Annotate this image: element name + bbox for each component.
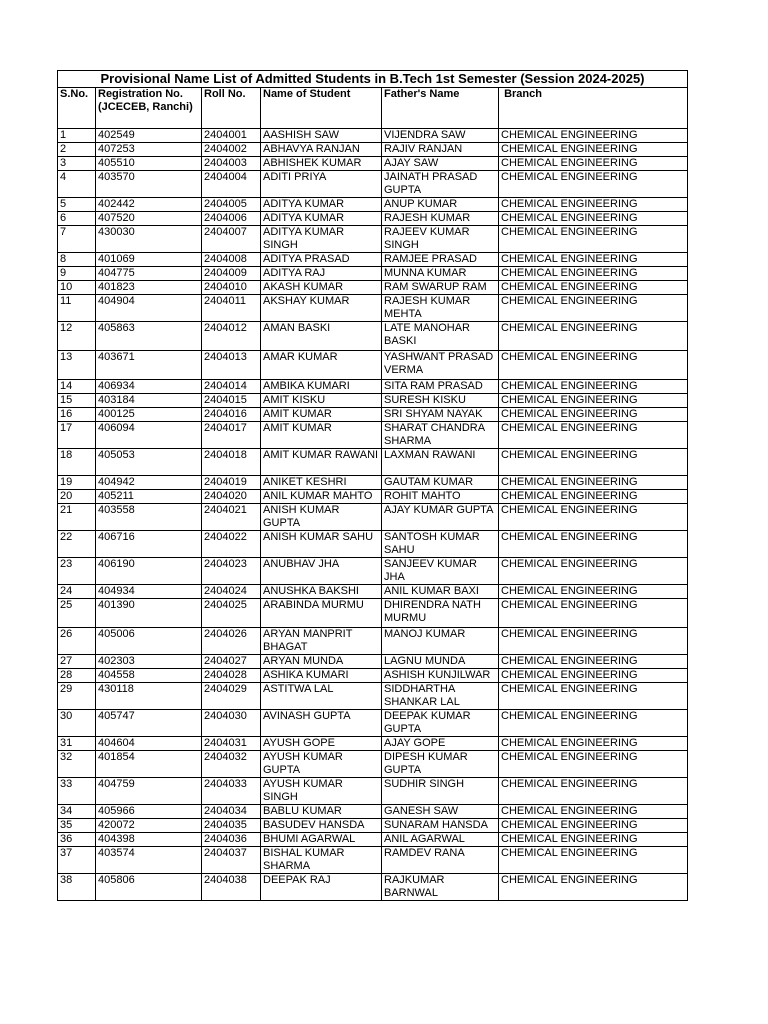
registration-cell: 403671	[96, 351, 202, 380]
student-name-cell: AMIT KUMAR RAWANI	[261, 449, 382, 476]
student-name-cell: BASUDEV HANSDA	[261, 819, 382, 833]
table-row	[58, 778, 688, 805]
father-name-cell: AJAY KUMAR GUPTA	[382, 504, 499, 531]
table-row	[58, 281, 688, 295]
father-name-cell: SANJEEV KUMAR JHA	[382, 558, 499, 585]
table-row	[58, 585, 688, 599]
table-row	[58, 226, 688, 253]
header-registration	[96, 88, 202, 129]
table-row	[58, 267, 688, 281]
table-row	[58, 874, 688, 901]
father-name-cell: RAJIV RANJAN	[382, 143, 499, 157]
sno-cell: 1	[58, 129, 96, 143]
roll-cell: 2404005	[202, 198, 261, 212]
student-name-cell: ADITYA PRASAD	[261, 253, 382, 267]
branch-cell: CHEMICAL ENGINEERING	[499, 585, 688, 599]
table-row	[58, 422, 688, 449]
branch-cell: CHEMICAL ENGINEERING	[499, 394, 688, 408]
roll-cell: 2404034	[202, 805, 261, 819]
roll-cell: 2404025	[202, 599, 261, 628]
roll-cell: 2404004	[202, 171, 261, 198]
roll-cell: 2404028	[202, 669, 261, 683]
registration-cell: 405006	[96, 628, 202, 655]
sno-cell: 35	[58, 819, 96, 833]
student-name-cell: ABHISHEK KUMAR	[261, 157, 382, 171]
registration-cell: 405966	[96, 805, 202, 819]
header-branch	[499, 88, 688, 129]
father-name-cell: RAJEEV KUMAR SINGH	[382, 226, 499, 253]
table-row	[58, 322, 688, 351]
registration-cell: 401823	[96, 281, 202, 295]
table-row	[58, 710, 688, 737]
sno-cell: 20	[58, 490, 96, 504]
branch-cell: CHEMICAL ENGINEERING	[499, 380, 688, 394]
table-row	[58, 490, 688, 504]
student-name-cell: AMIT KUMAR	[261, 422, 382, 449]
student-name-cell: ADITYA RAJ	[261, 267, 382, 281]
registration-cell: 406094	[96, 422, 202, 449]
table-row	[58, 129, 688, 143]
roll-cell: 2404037	[202, 847, 261, 874]
father-name-cell: SUNARAM HANSDA	[382, 819, 499, 833]
branch-cell: CHEMICAL ENGINEERING	[499, 295, 688, 322]
branch-cell: CHEMICAL ENGINEERING	[499, 628, 688, 655]
roll-cell: 2404007	[202, 226, 261, 253]
sno-cell: 30	[58, 710, 96, 737]
sno-cell: 27	[58, 655, 96, 669]
student-name-cell: ARABINDA MURMU	[261, 599, 382, 628]
student-name-cell: ASHIKA KUMARI	[261, 669, 382, 683]
father-name-cell: MUNNA KUMAR	[382, 267, 499, 281]
sno-cell: 14	[58, 380, 96, 394]
father-name-cell: ASHISH KUNJILWAR	[382, 669, 499, 683]
roll-cell: 2404017	[202, 422, 261, 449]
father-name-cell: SITA RAM PRASAD	[382, 380, 499, 394]
student-name-cell: AYUSH KUMAR SINGH	[261, 778, 382, 805]
sno-cell: 38	[58, 874, 96, 901]
table-row	[58, 847, 688, 874]
sno-cell: 29	[58, 683, 96, 710]
header-father: Father's Name	[382, 88, 499, 129]
sno-cell: 15	[58, 394, 96, 408]
father-name-cell: RAMJEE PRASAD	[382, 253, 499, 267]
sno-cell: 9	[58, 267, 96, 281]
student-name-cell: AKASH KUMAR	[261, 281, 382, 295]
branch-cell: CHEMICAL ENGINEERING	[499, 819, 688, 833]
table-row	[58, 253, 688, 267]
branch-cell: CHEMICAL ENGINEERING	[499, 778, 688, 805]
student-name-cell: AASHISH SAW	[261, 129, 382, 143]
roll-cell: 2404013	[202, 351, 261, 380]
table-row	[58, 737, 688, 751]
student-name-cell: ANUBHAV JHA	[261, 558, 382, 585]
sno-cell: 2	[58, 143, 96, 157]
roll-cell: 2404031	[202, 737, 261, 751]
roll-cell: 2404020	[202, 490, 261, 504]
sno-cell: 33	[58, 778, 96, 805]
table-row	[58, 628, 688, 655]
student-name-cell: ADITYA KUMAR	[261, 212, 382, 226]
father-name-cell: DIPESH KUMAR GUPTA	[382, 751, 499, 778]
branch-cell: CHEMICAL ENGINEERING	[499, 422, 688, 449]
student-name-cell: ARYAN MANPRIT BHAGAT	[261, 628, 382, 655]
registration-cell: 404942	[96, 476, 202, 490]
header-name: Name of Student	[261, 88, 382, 129]
father-name-cell: DHIRENDRA NATH MURMU	[382, 599, 499, 628]
table-row	[58, 212, 688, 226]
registration-cell: 401069	[96, 253, 202, 267]
roll-cell: 2404032	[202, 751, 261, 778]
registration-cell: 406934	[96, 380, 202, 394]
roll-cell: 2404021	[202, 504, 261, 531]
student-name-cell: AMBIKA KUMARI	[261, 380, 382, 394]
roll-cell: 2404001	[202, 129, 261, 143]
roll-cell: 2404033	[202, 778, 261, 805]
roll-cell: 2404027	[202, 655, 261, 669]
branch-cell: CHEMICAL ENGINEERING	[499, 531, 688, 558]
branch-cell: CHEMICAL ENGINEERING	[499, 874, 688, 901]
father-name-cell: RAM SWARUP RAM	[382, 281, 499, 295]
student-name-cell: ADITYA KUMAR	[261, 198, 382, 212]
branch-cell: CHEMICAL ENGINEERING	[499, 408, 688, 422]
father-name-cell: ANUP KUMAR	[382, 198, 499, 212]
student-name-cell: AKSHAY KUMAR	[261, 295, 382, 322]
roll-cell: 2404038	[202, 874, 261, 901]
header-sno: S.No.	[58, 88, 96, 129]
sno-cell: 12	[58, 322, 96, 351]
sno-cell: 34	[58, 805, 96, 819]
registration-cell: 430118	[96, 683, 202, 710]
table-row	[58, 833, 688, 847]
table-row	[58, 531, 688, 558]
header-branch-label: Branch	[504, 88, 542, 100]
title-row	[58, 71, 688, 88]
sno-cell: 26	[58, 628, 96, 655]
sno-cell: 6	[58, 212, 96, 226]
table-row	[58, 380, 688, 394]
branch-cell: CHEMICAL ENGINEERING	[499, 833, 688, 847]
father-name-cell: AJAY SAW	[382, 157, 499, 171]
branch-cell: CHEMICAL ENGINEERING	[499, 143, 688, 157]
roll-cell: 2404029	[202, 683, 261, 710]
father-name-cell: SURESH KISKU	[382, 394, 499, 408]
table-row	[58, 805, 688, 819]
sno-cell: 8	[58, 253, 96, 267]
registration-cell: 402303	[96, 655, 202, 669]
father-name-cell: GAUTAM KUMAR	[382, 476, 499, 490]
table-row	[58, 157, 688, 171]
table-row	[58, 599, 688, 628]
father-name-cell: SUDHIR SINGH	[382, 778, 499, 805]
father-name-cell: RAJESH KUMAR	[382, 212, 499, 226]
sno-cell: 22	[58, 531, 96, 558]
sno-cell: 23	[58, 558, 96, 585]
table-row	[58, 476, 688, 490]
sno-cell: 37	[58, 847, 96, 874]
father-name-cell: LAXMAN RAWANI	[382, 449, 499, 476]
registration-cell: 404398	[96, 833, 202, 847]
sno-cell: 28	[58, 669, 96, 683]
student-name-cell: ASTITWA LAL	[261, 683, 382, 710]
roll-cell: 2404026	[202, 628, 261, 655]
table-row	[58, 504, 688, 531]
student-name-cell: BHUMI AGARWAL	[261, 833, 382, 847]
branch-cell: CHEMICAL ENGINEERING	[499, 253, 688, 267]
student-list-table	[57, 70, 688, 901]
student-name-cell: AMIT KISKU	[261, 394, 382, 408]
father-name-cell: LATE MANOHAR BASKI	[382, 322, 499, 351]
registration-cell: 405747	[96, 710, 202, 737]
father-name-cell: DEEPAK KUMAR GUPTA	[382, 710, 499, 737]
student-name-cell: ANISH KUMAR GUPTA	[261, 504, 382, 531]
header-registration-line1: Registration No.	[98, 88, 183, 100]
father-name-cell: SANTOSH KUMAR SAHU	[382, 531, 499, 558]
father-name-cell: MANOJ KUMAR	[382, 628, 499, 655]
father-name-cell: JAINATH PRASAD GUPTA	[382, 171, 499, 198]
roll-cell: 2404036	[202, 833, 261, 847]
branch-cell: CHEMICAL ENGINEERING	[499, 751, 688, 778]
father-name-cell: AJAY GOPE	[382, 737, 499, 751]
sno-cell: 25	[58, 599, 96, 628]
student-name-cell: ABHAVYA RANJAN	[261, 143, 382, 157]
registration-cell: 402549	[96, 129, 202, 143]
father-name-cell: RAMDEV RANA	[382, 847, 499, 874]
father-name-cell: VIJENDRA SAW	[382, 129, 499, 143]
student-name-cell: BABLU KUMAR	[261, 805, 382, 819]
student-name-cell: DEEPAK RAJ	[261, 874, 382, 901]
registration-cell: 403558	[96, 504, 202, 531]
table-row	[58, 655, 688, 669]
header-row	[58, 88, 688, 129]
branch-cell: CHEMICAL ENGINEERING	[499, 129, 688, 143]
registration-cell: 420072	[96, 819, 202, 833]
father-name-cell: LAGNU MUNDA	[382, 655, 499, 669]
roll-cell: 2404012	[202, 322, 261, 351]
father-name-cell: RAJKUMAR BARNWAL	[382, 874, 499, 901]
roll-cell: 2404030	[202, 710, 261, 737]
roll-cell: 2404002	[202, 143, 261, 157]
roll-cell: 2404015	[202, 394, 261, 408]
branch-cell: CHEMICAL ENGINEERING	[499, 490, 688, 504]
sno-cell: 24	[58, 585, 96, 599]
sno-cell: 16	[58, 408, 96, 422]
roll-cell: 2404008	[202, 253, 261, 267]
registration-cell: 403184	[96, 394, 202, 408]
student-name-cell: ANIL KUMAR MAHTO	[261, 490, 382, 504]
father-name-cell: ANIL AGARWAL	[382, 833, 499, 847]
branch-cell: CHEMICAL ENGINEERING	[499, 212, 688, 226]
registration-cell: 430030	[96, 226, 202, 253]
page-title: Provisional Name List of Admitted Students in B.Tech 1st Semester (Session 2024-2025)	[58, 71, 688, 88]
branch-cell: CHEMICAL ENGINEERING	[499, 322, 688, 351]
registration-cell: 403574	[96, 847, 202, 874]
table-row	[58, 751, 688, 778]
sno-cell: 31	[58, 737, 96, 751]
registration-cell: 401390	[96, 599, 202, 628]
sno-cell: 10	[58, 281, 96, 295]
roll-cell: 2404035	[202, 819, 261, 833]
registration-cell: 405863	[96, 322, 202, 351]
registration-cell: 406716	[96, 531, 202, 558]
roll-cell: 2404006	[202, 212, 261, 226]
sno-cell: 21	[58, 504, 96, 531]
header-roll: Roll No.	[202, 88, 261, 129]
roll-cell: 2404023	[202, 558, 261, 585]
student-name-cell: AYUSH GOPE	[261, 737, 382, 751]
table-row	[58, 819, 688, 833]
branch-cell: CHEMICAL ENGINEERING	[499, 198, 688, 212]
branch-cell: CHEMICAL ENGINEERING	[499, 737, 688, 751]
registration-cell: 400125	[96, 408, 202, 422]
branch-cell: CHEMICAL ENGINEERING	[499, 281, 688, 295]
registration-cell: 404904	[96, 295, 202, 322]
branch-cell: CHEMICAL ENGINEERING	[499, 655, 688, 669]
registration-cell: 405510	[96, 157, 202, 171]
sno-cell: 3	[58, 157, 96, 171]
branch-cell: CHEMICAL ENGINEERING	[499, 504, 688, 531]
branch-cell: CHEMICAL ENGINEERING	[499, 847, 688, 874]
sno-cell: 7	[58, 226, 96, 253]
registration-cell: 404934	[96, 585, 202, 599]
branch-cell: CHEMICAL ENGINEERING	[499, 449, 688, 476]
father-name-cell: RAJESH KUMAR MEHTA	[382, 295, 499, 322]
father-name-cell: GANESH SAW	[382, 805, 499, 819]
branch-cell: CHEMICAL ENGINEERING	[499, 351, 688, 380]
sno-cell: 32	[58, 751, 96, 778]
registration-cell: 402442	[96, 198, 202, 212]
roll-cell: 2404018	[202, 449, 261, 476]
roll-cell: 2404009	[202, 267, 261, 281]
sno-cell: 11	[58, 295, 96, 322]
student-name-cell: ADITI PRIYA	[261, 171, 382, 198]
sno-cell: 17	[58, 422, 96, 449]
table-row	[58, 558, 688, 585]
father-name-cell: YASHWANT PRASAD VERMA	[382, 351, 499, 380]
branch-cell: CHEMICAL ENGINEERING	[499, 226, 688, 253]
registration-cell: 404775	[96, 267, 202, 281]
registration-cell: 405806	[96, 874, 202, 901]
father-name-cell: ROHIT MAHTO	[382, 490, 499, 504]
student-name-cell: ANISH KUMAR SAHU	[261, 531, 382, 558]
student-name-cell: AMAN BASKI	[261, 322, 382, 351]
student-name-cell: ANUSHKA BAKSHI	[261, 585, 382, 599]
sno-cell: 36	[58, 833, 96, 847]
father-name-cell: SIDDHARTHA SHANKAR LAL	[382, 683, 499, 710]
registration-cell: 407253	[96, 143, 202, 157]
student-name-cell: AMAR KUMAR	[261, 351, 382, 380]
registration-cell: 404558	[96, 669, 202, 683]
sno-cell: 19	[58, 476, 96, 490]
registration-cell: 401854	[96, 751, 202, 778]
registration-cell: 406190	[96, 558, 202, 585]
branch-cell: CHEMICAL ENGINEERING	[499, 476, 688, 490]
table-row	[58, 449, 688, 476]
roll-cell: 2404016	[202, 408, 261, 422]
table-row	[58, 669, 688, 683]
branch-cell: CHEMICAL ENGINEERING	[499, 599, 688, 628]
registration-cell: 405211	[96, 490, 202, 504]
student-name-cell: ADITYA KUMAR SINGH	[261, 226, 382, 253]
student-name-cell: ARYAN MUNDA	[261, 655, 382, 669]
roll-cell: 2404024	[202, 585, 261, 599]
header-registration-line2: (JCECEB, Ranchi)	[98, 101, 193, 113]
table-row	[58, 408, 688, 422]
student-name-cell: AMIT KUMAR	[261, 408, 382, 422]
table-row	[58, 394, 688, 408]
branch-cell: CHEMICAL ENGINEERING	[499, 558, 688, 585]
table-row	[58, 351, 688, 380]
student-name-cell: BISHAL KUMAR SHARMA	[261, 847, 382, 874]
roll-cell: 2404014	[202, 380, 261, 394]
sno-cell: 13	[58, 351, 96, 380]
branch-cell: CHEMICAL ENGINEERING	[499, 171, 688, 198]
table-row	[58, 143, 688, 157]
table-row	[58, 198, 688, 212]
registration-cell: 403570	[96, 171, 202, 198]
student-name-cell: AYUSH KUMAR GUPTA	[261, 751, 382, 778]
roll-cell: 2404019	[202, 476, 261, 490]
sno-cell: 4	[58, 171, 96, 198]
student-name-cell: ANIKET KESHRI	[261, 476, 382, 490]
branch-cell: CHEMICAL ENGINEERING	[499, 669, 688, 683]
student-name-cell: AVINASH GUPTA	[261, 710, 382, 737]
registration-cell: 404604	[96, 737, 202, 751]
roll-cell: 2404022	[202, 531, 261, 558]
roll-cell: 2404011	[202, 295, 261, 322]
registration-cell: 407520	[96, 212, 202, 226]
branch-cell: CHEMICAL ENGINEERING	[499, 805, 688, 819]
roll-cell: 2404010	[202, 281, 261, 295]
registration-cell: 405053	[96, 449, 202, 476]
branch-cell: CHEMICAL ENGINEERING	[499, 683, 688, 710]
sno-cell: 18	[58, 449, 96, 476]
table-row	[58, 171, 688, 198]
father-name-cell: ANIL KUMAR BAXI	[382, 585, 499, 599]
branch-cell: CHEMICAL ENGINEERING	[499, 157, 688, 171]
roll-cell: 2404003	[202, 157, 261, 171]
branch-cell: CHEMICAL ENGINEERING	[499, 267, 688, 281]
table-row	[58, 683, 688, 710]
father-name-cell: SRI SHYAM NAYAK	[382, 408, 499, 422]
registration-cell: 404759	[96, 778, 202, 805]
father-name-cell: SHARAT CHANDRA SHARMA	[382, 422, 499, 449]
branch-cell: CHEMICAL ENGINEERING	[499, 710, 688, 737]
sno-cell: 5	[58, 198, 96, 212]
table-row	[58, 295, 688, 322]
